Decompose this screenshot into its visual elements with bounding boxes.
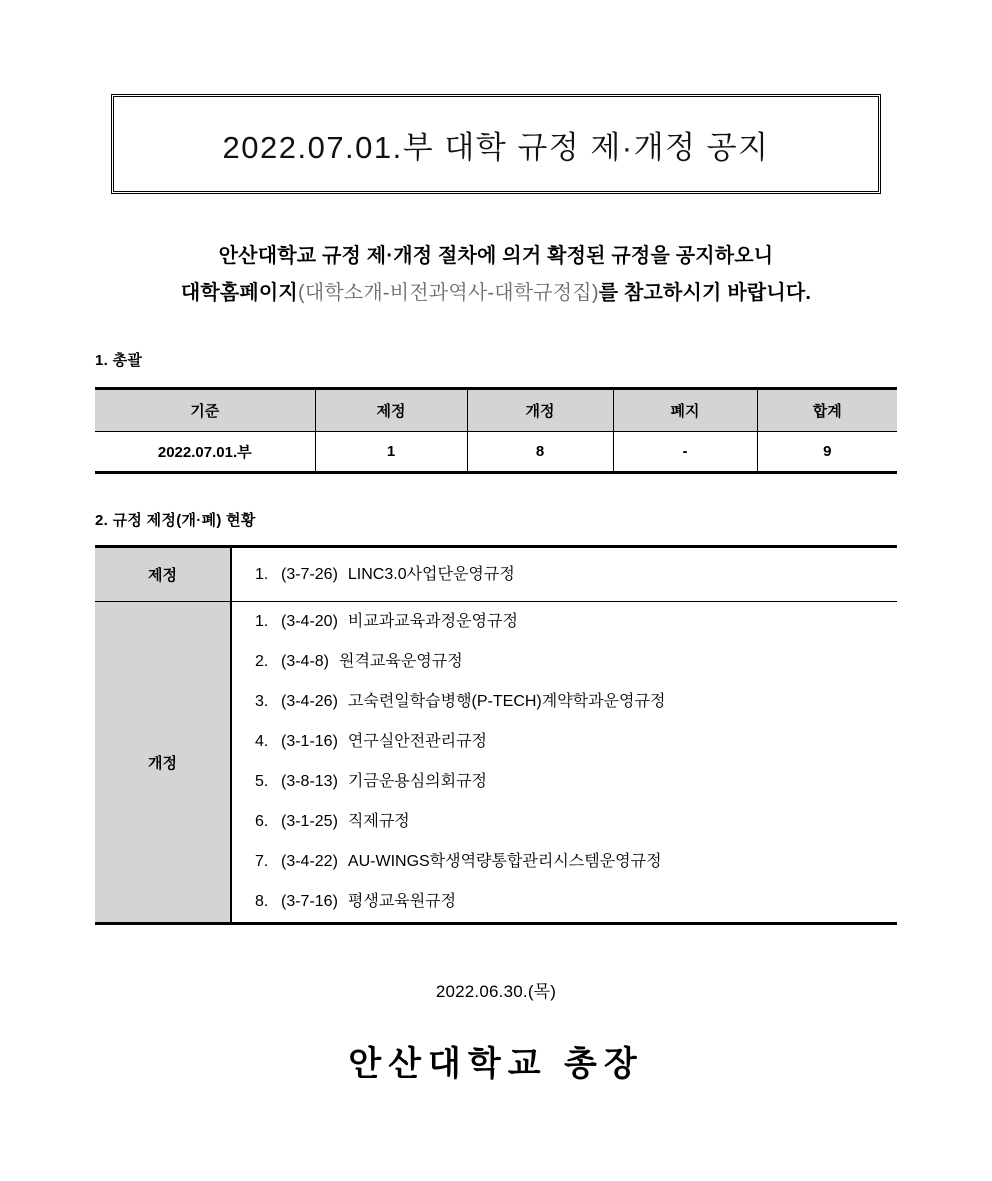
list-item-title: 연구실안전관리규정 [347, 733, 488, 750]
list-item-number: 5. [255, 773, 269, 790]
intro-line-2-path: (대학소개-비전과역사-대학규정집) [297, 282, 599, 304]
list-item-title: 고숙련일학습병행(P-TECH)계약학과운영규정 [347, 693, 666, 710]
list-item-code: (3-4-20) [281, 613, 338, 630]
list-item [255, 722, 897, 762]
enacted-item-list [255, 548, 897, 601]
summary-cell-basis: 2022.07.01.부 [95, 432, 315, 473]
document-title-box [111, 94, 881, 194]
summary-header-cell: 개정 [467, 389, 613, 432]
list-item-number: 6. [255, 813, 269, 830]
list-item-code: (3-7-16) [281, 893, 338, 910]
list-item-number: 2. [255, 653, 269, 670]
footer-date: 2022.06.30.(목) [435, 982, 557, 1001]
intro-paragraph [0, 238, 992, 312]
footer-signature: 안산대학교 총장 [348, 1045, 644, 1083]
summary-table [95, 387, 897, 474]
list-item [255, 762, 897, 802]
list-item-title: 평생교육원규정 [347, 893, 457, 910]
list-item-title: 기금운용심의회규정 [347, 773, 488, 790]
list-item [255, 602, 897, 642]
list-item-number: 1. [255, 566, 269, 583]
list-item-title: 직제규정 [347, 813, 410, 830]
page-title: 2022.07.01.부 대학 규정 제·개정 공지 [222, 129, 770, 165]
intro-line-2-prefix: 대학홈페이지 [180, 282, 298, 304]
summary-cell-total: 9 [757, 432, 897, 473]
section-2-heading: 2. 규정 제정(개·폐) 현황 [95, 512, 256, 529]
list-item-code: (3-7-26) [281, 566, 338, 583]
list-item-code: (3-4-22) [281, 853, 338, 870]
list-item-code: (3-8-13) [281, 773, 338, 790]
list-item-code: (3-4-26) [281, 693, 338, 710]
summary-cell-abolished: - [613, 432, 757, 473]
summary-cell-enacted: 1 [315, 432, 467, 473]
regulation-row-amended [95, 602, 897, 924]
list-item [255, 642, 897, 682]
summary-table-row [95, 432, 897, 473]
intro-line-1: 안산대학교 규정 제·개정 절차에 의거 확정된 규정을 공지하오니 [218, 245, 774, 267]
list-item-number: 7. [255, 853, 269, 870]
regulation-row-enacted [95, 547, 897, 602]
list-item-title: 비교과교육과정운영규정 [347, 613, 518, 630]
list-item [255, 842, 897, 882]
list-item [255, 802, 897, 842]
summary-header-cell: 폐지 [613, 389, 757, 432]
intro-line-2 [0, 275, 992, 312]
list-item-number: 8. [255, 893, 269, 910]
amended-item-list [255, 602, 897, 922]
list-item-number: 1. [255, 613, 269, 630]
category-label-amended: 개정 [95, 602, 231, 924]
section-1-heading: 1. 총괄 [95, 352, 143, 369]
list-item-number: 4. [255, 733, 269, 750]
list-item [255, 682, 897, 722]
list-item-code: (3-1-25) [281, 813, 338, 830]
intro-line-2-suffix: 를 참고하시기 바랍니다. [598, 282, 812, 304]
list-item-title: LINC3.0사업단운영규정 [347, 566, 515, 583]
summary-header-cell: 기준 [95, 389, 315, 432]
list-item-title: AU-WINGS학생역량통합관리시스템운영규정 [347, 853, 662, 870]
summary-header-cell: 제정 [315, 389, 467, 432]
list-item-code: (3-1-16) [281, 733, 338, 750]
list-item [255, 882, 897, 922]
list-item-number: 3. [255, 693, 269, 710]
regulation-list-table [95, 545, 897, 925]
list-item-title: 원격교육운영규정 [339, 653, 463, 670]
summary-cell-amended: 8 [467, 432, 613, 473]
summary-header-cell: 합계 [757, 389, 897, 432]
regulation-list-enacted [231, 547, 897, 602]
list-item-code: (3-4-8) [281, 653, 330, 670]
summary-table-header-row [95, 389, 897, 432]
list-item [255, 548, 897, 601]
category-label-enacted: 제정 [95, 547, 231, 602]
regulation-list-amended [231, 602, 897, 924]
